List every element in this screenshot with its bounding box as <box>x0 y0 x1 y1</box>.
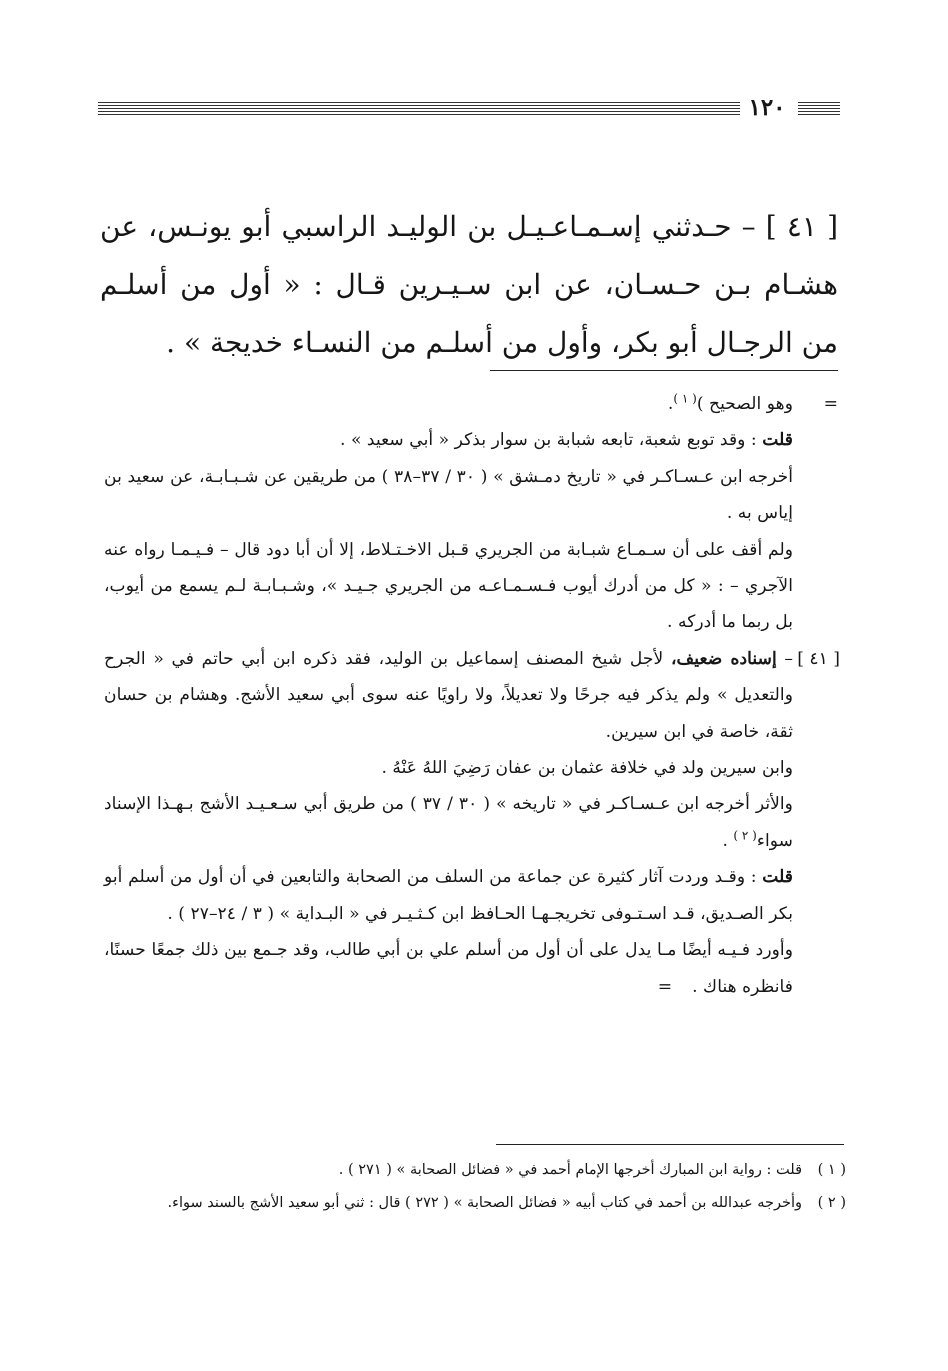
note-paragraph-9 <box>104 932 840 1005</box>
footnote-marker: ( ١ ) <box>817 1162 846 1178</box>
main-narration <box>100 198 838 372</box>
footnote-text: قلت : رواية ابن المبارك أخرجها الإمام أحمد في « فضائل الصحابة » ( ٢٧١ ) . <box>338 1162 802 1178</box>
note-label-qultu: قلت <box>762 430 793 451</box>
hadith-number-marker: [ ٤١ ] <box>797 648 840 669</box>
footnote-marker: ( ٢ ) <box>817 1194 846 1211</box>
page-header <box>98 96 840 124</box>
footnote-2 <box>110 1187 846 1220</box>
note-text: : وقـد وردت آثار كثيرة عن جماعة من السلف من الصحابة والتابعين في أن أول من أسلم أبو بكر الصـديق، قـد اسـتـوفى تخريجـهـا الحـافظ ابن كـثـيـر في « البـداية » ( ٣ / ٢٤–٢٧ ) . <box>104 867 793 924</box>
footnote-1 <box>110 1154 846 1187</box>
footnote-ref-2: ( ٢ ) <box>733 828 757 843</box>
footnotes <box>110 1154 846 1219</box>
footnote-ref-1: ( ١ ) <box>673 391 697 406</box>
header-rule-right <box>798 102 840 116</box>
note-dash: – <box>776 648 794 669</box>
continuation-marker: = <box>823 394 838 414</box>
note-text: وهو الصحيح ) <box>696 394 793 414</box>
commentary <box>104 386 840 1005</box>
note-text: والأثر أخرجه ابن عـسـاكـر في « تاريخه » ( ٣٠ / ٣٧ ) من طريق أبي سـعـيـد الأشج بـهـذا الإسناد سواء <box>104 794 793 851</box>
note-paragraph-1 <box>104 386 840 422</box>
note-paragraph-3: أخرجه ابن عـسـاكـر في « تاريخ دمـشق » ( ٣٠ / ٣٧–٣٨ ) من طريقين عن شـبـابـة، عن سعيد بن إياس به . <box>104 466 793 524</box>
note-paragraph-2 <box>104 422 840 458</box>
note-paragraph-5 <box>104 641 840 750</box>
note-label-qultu: قلت <box>762 867 793 888</box>
note-text: لأجل شيخ المصنف إسماعيل بن الوليد، فقد ذكره ابن أبي حاتم في « الجرح والتعديل » ولم يذكر فيه جرحًا ولا تعديلاً، ولا راويًا عنه سوى أبي سعيد الأشج. وهشام بن حسان ثقة، خاصة في ابن سيرين. <box>104 648 793 742</box>
note-paragraph-8 <box>104 859 840 932</box>
header-rule-left <box>98 102 740 116</box>
note-text: : وقد توبع شعبة، تابعه شبابة بن سوار بذكر « أبي سعيد » . <box>340 430 763 451</box>
note-text: وأورد فـيـه أيضًا مـا يدل على أن أول من أسلم علي بن أبي طالب، وقد جـمع بين ذلك جمعًا حسنًا، فانظره هناك . <box>104 940 793 997</box>
continuation-marker-end: = <box>657 976 673 997</box>
page-number: ١٢٠ <box>748 94 786 121</box>
note-paragraph-6: وابن سيرين ولد في خلافة عثمان بن عفان رَضِيَ اللهُ عَنْهُ . <box>381 758 793 779</box>
note-label-grade: إسناده ضعيف، <box>670 648 777 669</box>
note-text-end: . <box>667 394 674 414</box>
footnote-text: وأخرجه عبدالله بن أحمد في كتاب أبيه « فضائل الصحابة » ( ٢٧٢ ) قال : ثني أبو سعيد الأشج بالسند سواء. <box>167 1194 802 1211</box>
footnote-separator <box>496 1144 844 1145</box>
note-paragraph-7 <box>104 786 840 859</box>
narration-paragraph: [ ٤١ ] – حـدثني إسـمـاعـيـل بن الوليـد الراسبي أبو يونـس، عن هشـام بـن حـسـان، عن ابن سـيـرين قـال : « أول من أسلـم من الرجـال أبو بكر، وأول من أسلـم من النسـاء خديجة » . <box>100 210 839 359</box>
note-text-end: . <box>722 830 734 851</box>
note-paragraph-4: ولم أقف على أن سـمـاع شبـابة من الجريري قـبل الاخـتـلاط، إلا أن أبا دود قال – فـيـمـا رواه عنه الآجري – : « كل من أدرك أيوب فـسـمـاعـه من الجريري جـيـد »، وشـبـابـة لـم يسمع من أيوب، بل ربما ما أدركه . <box>104 539 793 633</box>
main-separator <box>490 370 838 371</box>
